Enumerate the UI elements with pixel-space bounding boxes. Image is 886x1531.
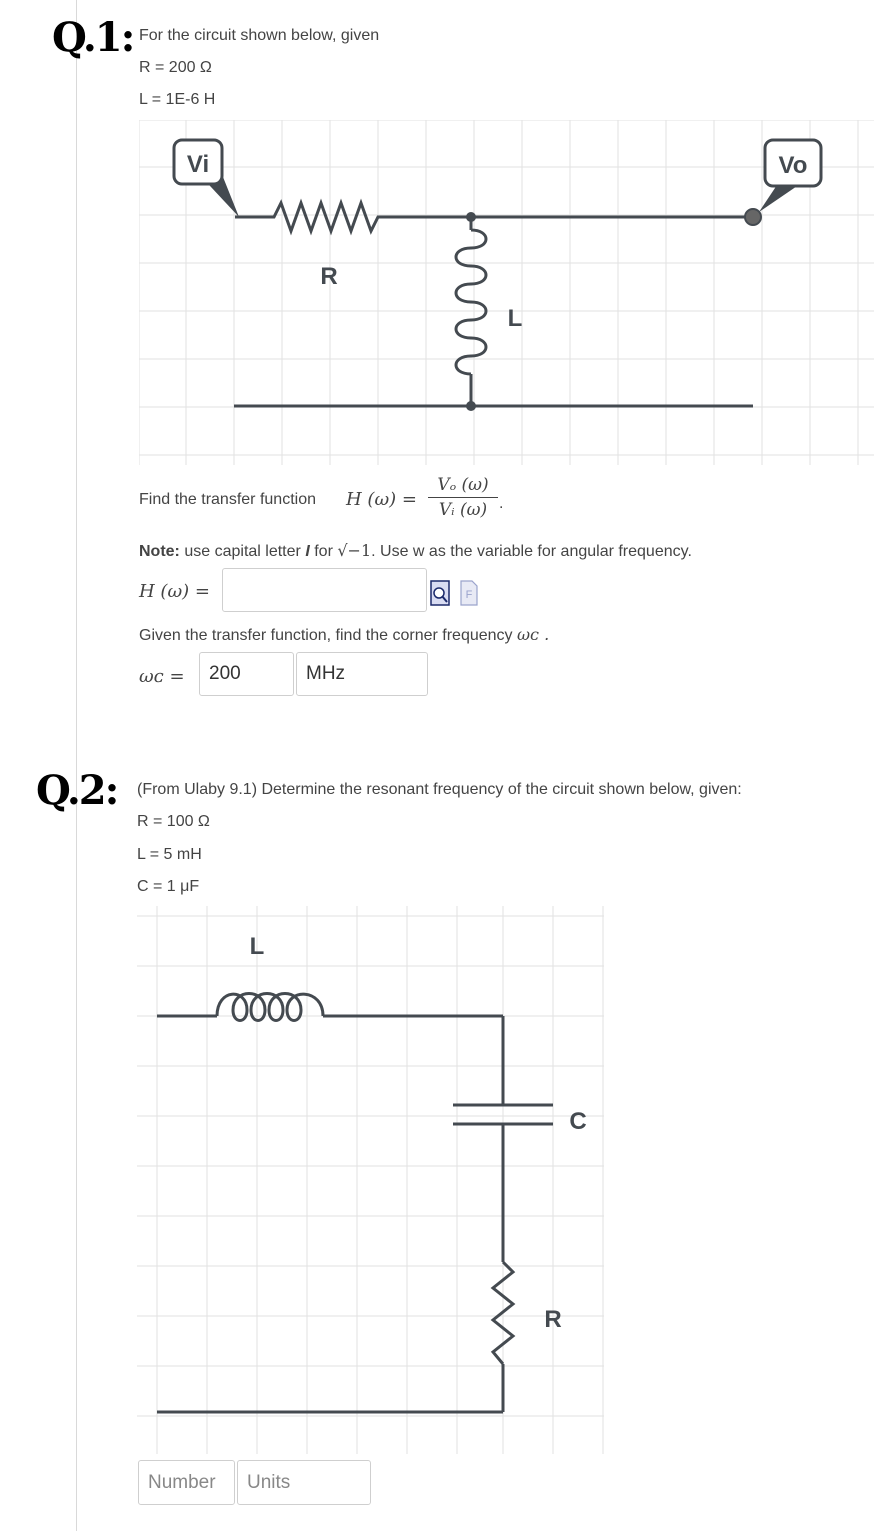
svg-text:F: F <box>465 589 473 601</box>
left-margin-divider <box>76 0 77 1531</box>
q1-note-part3: . Use w as the variable for angular frequency. <box>371 543 692 560</box>
q2-l-value: L = 5 mH <box>137 846 202 863</box>
q1-find-text: Find the transfer function <box>139 491 316 508</box>
q1-corner-text <box>139 625 549 645</box>
q1-note-i: I <box>305 543 310 560</box>
q1-frac-bar <box>428 497 498 498</box>
q1-h-label: H (ω) = <box>139 581 210 602</box>
q1-frac-denominator: Vᵢ (ω) <box>438 500 488 520</box>
preview-icon[interactable] <box>430 580 450 606</box>
q1-inductor-label: L <box>507 305 523 332</box>
q1-r-value: R = 200 Ω <box>139 59 212 76</box>
q2-wires <box>157 994 553 1413</box>
q2-inductor-label: L <box>249 933 265 960</box>
q1-note <box>139 541 692 561</box>
q2-c-value: C = 1 μF <box>137 878 200 895</box>
q1-note-part2: for <box>314 543 333 560</box>
q1-period: . <box>499 495 504 512</box>
q2-circuit-diagram <box>137 906 604 1454</box>
q2-grid <box>137 906 604 1454</box>
formula-icon[interactable] <box>459 580 479 606</box>
q2-number-input[interactable]: Number <box>138 1460 235 1505</box>
q1-resistor-label: R <box>320 263 338 290</box>
q1-wires <box>234 203 753 406</box>
q1-l-value: L = 1E-6 H <box>139 91 216 108</box>
q1-corner-sentence: Given the transfer function, find the corner frequency <box>139 627 513 644</box>
q1-vo-text: Vo <box>778 152 808 179</box>
q1-note-sqrt: √−1 <box>337 541 372 560</box>
q2-resistor-label: R <box>544 1306 562 1333</box>
q1-note-part1: use capital letter <box>184 543 301 560</box>
q1-transfer-function-input[interactable] <box>222 568 427 612</box>
q1-fraction <box>428 475 498 520</box>
q1-corner-symbol: ωᴄ . <box>517 625 550 644</box>
q1-note-bold: Note: <box>139 543 180 560</box>
q1-node-top <box>466 212 476 222</box>
q1-marker: Q.1: <box>52 14 134 61</box>
q1-vi-text: Vi <box>186 151 210 178</box>
q1-circuit-diagram <box>139 120 874 465</box>
q1-wc-number-input[interactable]: 200 <box>199 652 294 696</box>
q2-r-value: R = 100 Ω <box>137 813 210 830</box>
q1-wc-units-input[interactable]: MHz <box>296 652 428 696</box>
q1-frac-numerator: Vₒ (ω) <box>437 475 489 495</box>
q1-node-bottom <box>466 401 476 411</box>
q1-h-lhs: H (ω) = <box>346 489 417 510</box>
q2-intro: (From Ulaby 9.1) Determine the resonant frequency of the circuit shown below, given: <box>137 781 742 798</box>
q2-units-input[interactable]: Units <box>237 1460 371 1505</box>
q1-output-terminal <box>745 209 761 225</box>
q1-wc-label: ωᴄ = <box>139 666 185 687</box>
q2-marker: Q.2: <box>36 767 118 814</box>
q1-intro: For the circuit shown below, given <box>139 27 380 44</box>
q2-capacitor-label: C <box>569 1108 587 1135</box>
